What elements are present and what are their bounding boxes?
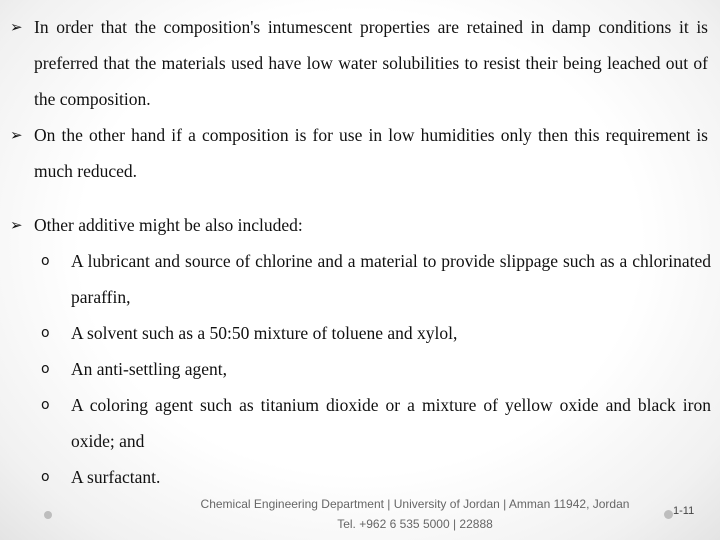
sub-bullet-item [41,315,711,351]
bullet-text: In order that the composition's intumescent properties are retained in damp conditions it is preferred that the materials used have low water solubilities to resist their being leached out of the composition. [34,17,708,109]
circle-bullet-icon: o [41,397,50,413]
sub-bullet-item [41,459,711,495]
footer-line-1: Chemical Engineering Department | University of Jordan | Amman 11942, Jordan [200,497,630,511]
footer [150,494,680,534]
decorative-dot-icon [44,511,52,519]
bullet-text: On the other hand if a composition is for use in low humidities only then this requirement is much reduced. [34,125,708,181]
arrow-bullet-icon: ➢ [10,18,23,36]
bullet-item [10,117,708,189]
sub-bullet-item [41,351,711,387]
circle-bullet-icon: o [41,469,50,485]
sub-bullet-text: A lubricant and source of chlorine and a material to provide slippage such as a chlorinated paraffin, [71,251,711,307]
circle-bullet-icon: o [41,325,50,341]
decorative-dot-icon [664,510,673,519]
footer-line-2: Tel. +962 6 535 5000 | 22888 [337,517,493,531]
circle-bullet-icon: o [41,361,50,377]
page-number: 1-11 [673,505,695,517]
sub-bullet-text: A solvent such as a 50:50 mixture of toluene and xylol, [71,323,458,343]
bullet-text: Other additive might be also included: [34,215,303,235]
bullet-item [10,207,708,243]
sub-bullet-text: An anti-settling agent, [71,359,228,379]
arrow-bullet-icon: ➢ [10,126,23,144]
arrow-bullet-icon: ➢ [10,216,23,234]
bullet-item [10,9,708,117]
sub-bullet-item [41,387,711,459]
sub-bullet-text: A surfactant. [71,467,161,487]
sub-bullet-text: A coloring agent such as titanium dioxide or a mixture of yellow oxide and black iron oxide; and [71,395,711,451]
circle-bullet-icon: o [41,253,50,269]
sub-bullet-item [41,243,711,315]
